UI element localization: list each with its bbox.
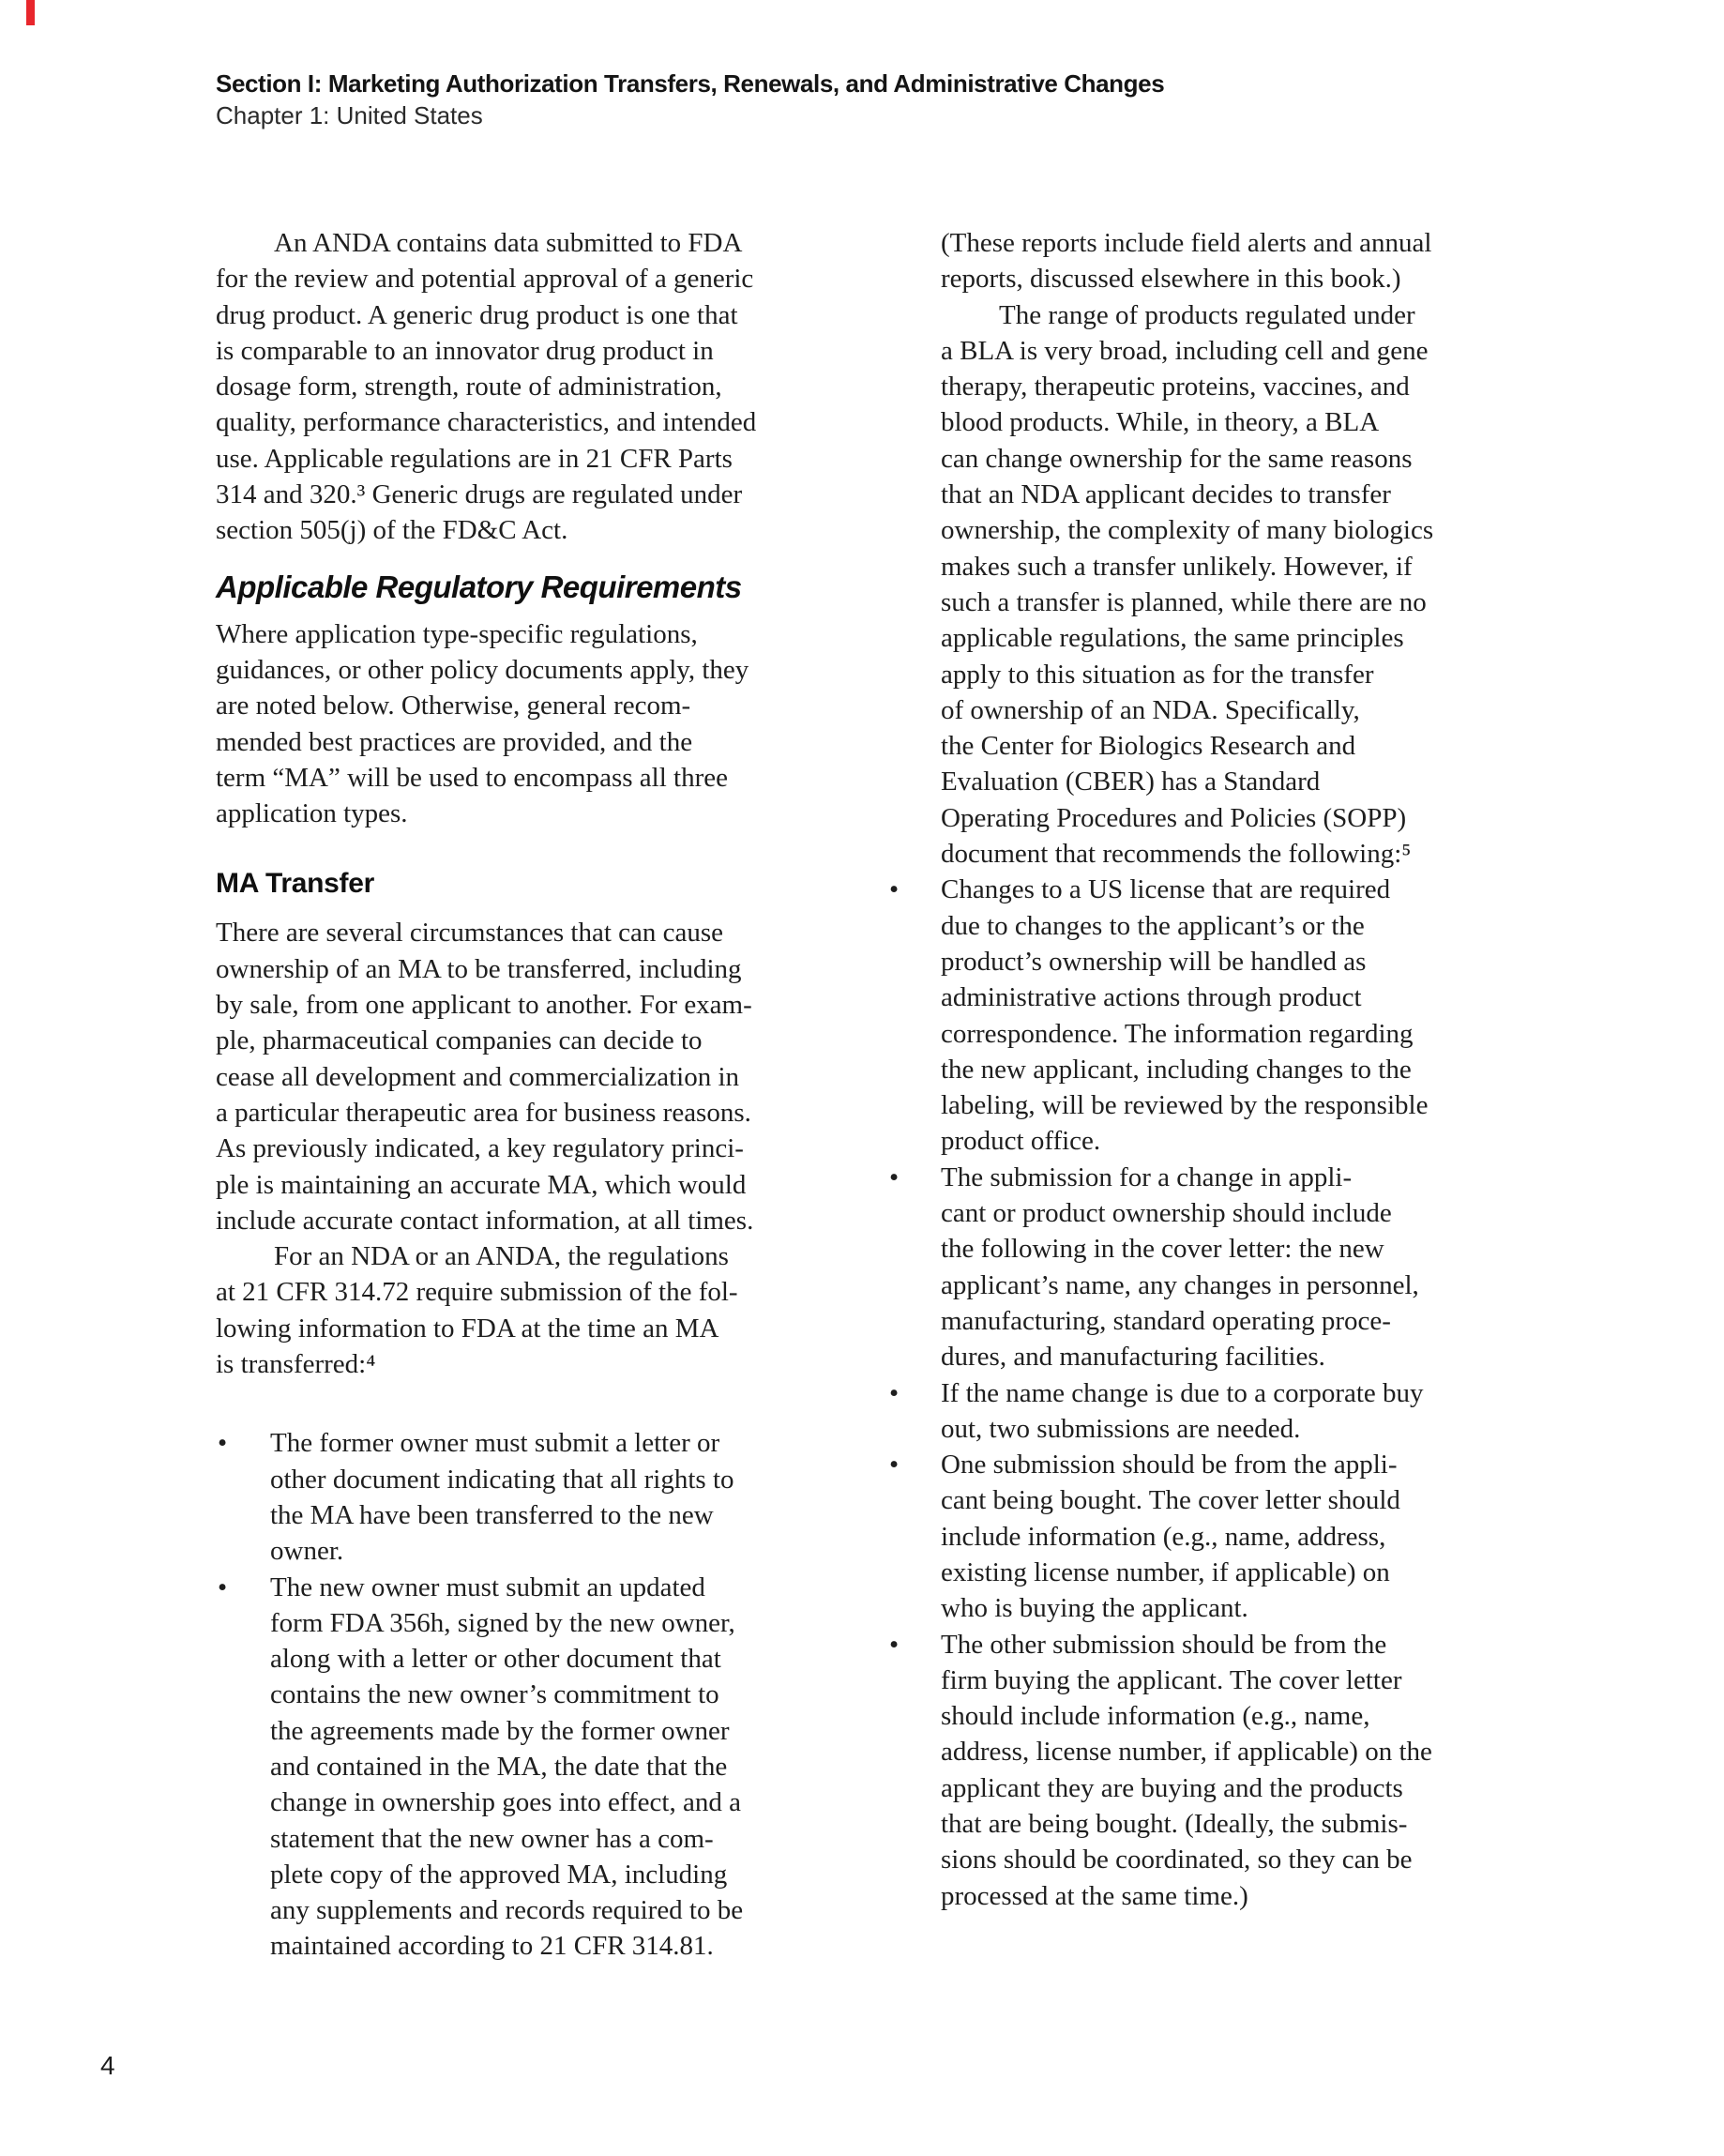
text-line: existing license number, if applicable) on [941, 1556, 1390, 1587]
text-line: application types. [216, 798, 408, 829]
text-line: guidances, or other policy documents apply, they [216, 654, 749, 685]
list-item [889, 1375, 1541, 1448]
text-line: manufacturing, standard operating proce- [941, 1305, 1391, 1336]
text-line: who is buying the applicant. [941, 1593, 1248, 1624]
list-item-text [941, 1160, 1541, 1375]
bullet-icon: • [889, 1162, 900, 1192]
text-line: applicable regulations, the same principles [941, 623, 1404, 654]
page-number: 4 [100, 2051, 115, 2080]
text-line: and contained in the MA, the date that the [270, 1751, 728, 1782]
text-line: ple, pharmaceutical companies can decide to [216, 1025, 703, 1056]
column-left [216, 225, 816, 1965]
text-line: include information (e.g., name, address, [941, 1521, 1386, 1552]
text-line: statement that the new owner has a com- [270, 1823, 714, 1854]
bullet-icon: • [889, 1629, 900, 1660]
list-item-text [941, 1375, 1541, 1448]
text-line: for the review and potential approval of a generic [216, 264, 754, 295]
text-line: correspondence. The information regarding [941, 1018, 1414, 1049]
text-line: maintained according to 21 CFR 314.81. [270, 1931, 714, 1962]
paragraph [216, 915, 816, 1238]
text-line: As previously indicated, a key regulatory princi- [216, 1133, 744, 1164]
page-edge-red-mark [26, 0, 35, 25]
text-line: reports, discussed elsewhere in this book.) [941, 264, 1401, 295]
text-line: of ownership of an NDA. Specifically, [941, 694, 1360, 725]
text-line: therapy, therapeutic proteins, vaccines, and [941, 372, 1410, 402]
text-line: ple is maintaining an accurate MA, which would [216, 1169, 747, 1200]
text-line: dosage form, strength, route of administration, [216, 372, 722, 402]
text-line: out, two submissions are needed. [941, 1413, 1301, 1444]
text-line: mended best practices are provided, and the [216, 726, 693, 757]
text-line: If the name change is due to a corporate buy [941, 1377, 1424, 1408]
text-line: For an NDA or an ANDA, the regulations [274, 1241, 729, 1272]
bullet-icon: • [218, 1428, 228, 1459]
text-line: cease all development and commercialization in [216, 1061, 740, 1092]
list-item [889, 872, 1541, 1159]
bullet-list [216, 1425, 816, 1964]
text-line: the new applicant, including changes to the [941, 1054, 1412, 1085]
text-line: labeling, will be reviewed by the responsible [941, 1090, 1429, 1121]
list-item-text [941, 1627, 1541, 1914]
list-item [216, 1425, 816, 1569]
text-line: The new owner must submit an updated [270, 1571, 705, 1602]
text-line: administrative actions through product [941, 982, 1362, 1013]
text-line: The other submission should be from the [941, 1629, 1387, 1660]
list-item [889, 1447, 1541, 1626]
text-line: include accurate contact information, at all times. [216, 1205, 754, 1236]
bullet-icon: • [889, 874, 900, 905]
text-line: term “MA” will be used to encompass all three [216, 762, 729, 793]
text-line: The range of products regulated under [999, 299, 1415, 330]
text-line: Evaluation (CBER) has a Standard [941, 767, 1321, 797]
text-line: document that recommends the following:⁵ [941, 839, 1412, 870]
text-line: the Center for Biologics Research and [941, 731, 1356, 762]
text-line: other document indicating that all rights to [270, 1464, 734, 1495]
text-line: cant being bought. The cover letter should [941, 1485, 1400, 1516]
paragraph [216, 225, 816, 549]
paragraph [216, 1238, 816, 1382]
text-line: should include information (e.g., name, [941, 1701, 1370, 1732]
text-line: product’s ownership will be handled as [941, 946, 1367, 977]
text-line: that are being bought. (Ideally, the submis- [941, 1809, 1408, 1840]
text-line: a BLA is very broad, including cell and gene [941, 335, 1429, 366]
text-line: apply to this situation as for the transfer [941, 659, 1374, 690]
list-item-text [270, 1570, 816, 1965]
list-item-text [270, 1425, 816, 1569]
text-line: One submission should be from the appli- [941, 1450, 1398, 1480]
paragraph [941, 297, 1541, 873]
text-line: the following in the cover letter: the new [941, 1234, 1384, 1265]
column-right [889, 225, 1541, 1914]
text-line: cant or product ownership should include [941, 1198, 1392, 1229]
text-line: Operating Procedures and Policies (SOPP) [941, 802, 1407, 833]
text-line: quality, performance characteristics, and intended [216, 407, 757, 438]
text-line: ownership, the complexity of many biologics [941, 515, 1434, 546]
text-line: due to changes to the applicant’s or the [941, 910, 1365, 941]
list-item-text [941, 1447, 1541, 1626]
paragraph [941, 225, 1541, 297]
text-line: Changes to a US license that are required [941, 874, 1391, 905]
text-line: such a transfer is planned, while there are no [941, 586, 1427, 617]
text-line: Where application type-specific regulations, [216, 618, 698, 649]
text-line: product office. [941, 1126, 1101, 1157]
text-line: The former owner must submit a letter or [270, 1428, 720, 1459]
text-line: is comparable to an innovator drug product in [216, 335, 714, 366]
list-item [216, 1570, 816, 1965]
text-line: The submission for a change in appli- [941, 1162, 1353, 1192]
text-line: along with a letter or other document that [270, 1644, 721, 1675]
bullet-icon: • [218, 1571, 228, 1602]
text-line: is transferred:⁴ [216, 1349, 376, 1380]
text-line: dures, and manufacturing facilities. [941, 1342, 1325, 1373]
text-line: any supplements and records required to be [270, 1895, 744, 1926]
running-head-chapter-title: Chapter 1: United States [216, 101, 483, 129]
text-line: at 21 CFR 314.72 require submission of the fol- [216, 1277, 738, 1308]
running-head [216, 68, 1164, 131]
text-line: that an NDA applicant decides to transfer [941, 479, 1391, 510]
list-item [889, 1627, 1541, 1914]
text-line: (These reports include field alerts and annual [941, 228, 1432, 258]
text-line: can change ownership for the same reasons [941, 443, 1413, 474]
text-line: plete copy of the approved MA, including [270, 1859, 728, 1890]
text-line: lowing information to FDA at the time an MA [216, 1313, 719, 1344]
text-line: a particular therapeutic area for business reasons. [216, 1097, 751, 1128]
text-line: applicant’s name, any changes in personnel, [941, 1269, 1419, 1300]
text-line: the MA have been transferred to the new [270, 1499, 714, 1530]
text-line: by sale, from one applicant to another. For exam- [216, 990, 752, 1021]
bullet-list [889, 872, 1541, 1914]
text-line: change in ownership goes into effect, and a [270, 1787, 741, 1818]
bullet-icon: • [889, 1377, 900, 1408]
paragraph [216, 616, 816, 832]
text-line: There are several circumstances that can cause [216, 918, 724, 949]
text-line: use. Applicable regulations are in 21 CFR Parts [216, 443, 733, 474]
text-line: ownership of an MA to be transferred, including [216, 953, 742, 984]
text-line: makes such a transfer unlikely. However, if [941, 551, 1413, 582]
text-line: An ANDA contains data submitted to FDA [274, 228, 743, 258]
bullet-icon: • [889, 1450, 900, 1480]
text-line: sions should be coordinated, so they can be [941, 1845, 1413, 1875]
text-line: contains the new owner’s commitment to [270, 1679, 719, 1710]
section-heading: Applicable Regulatory Requirements [216, 569, 742, 604]
text-line: firm buying the applicant. The cover letter [941, 1664, 1402, 1695]
text-line: the agreements made by the former owner [270, 1715, 730, 1746]
list-item-text [941, 872, 1541, 1159]
text-line: blood products. While, in theory, a BLA [941, 407, 1380, 438]
text-line: applicant they are buying and the products [941, 1772, 1403, 1803]
text-line: processed at the same time.) [941, 1880, 1248, 1911]
sub-heading: MA Transfer [216, 868, 374, 900]
text-line: are noted below. Otherwise, general recom- [216, 691, 691, 721]
text-line: address, license number, if applicable) on the [941, 1737, 1432, 1768]
text-line: drug product. A generic drug product is one that [216, 299, 738, 330]
text-line: 314 and 320.³ Generic drugs are regulated under [216, 479, 743, 510]
running-head-section-title: Section I: Marketing Authorization Transfers, Renewals, and Administrative Changes [216, 69, 1165, 98]
list-item [889, 1160, 1541, 1375]
text-line: section 505(j) of the FD&C Act. [216, 515, 568, 546]
text-line: owner. [270, 1536, 344, 1567]
text-line: form FDA 356h, signed by the new owner, [270, 1607, 735, 1638]
